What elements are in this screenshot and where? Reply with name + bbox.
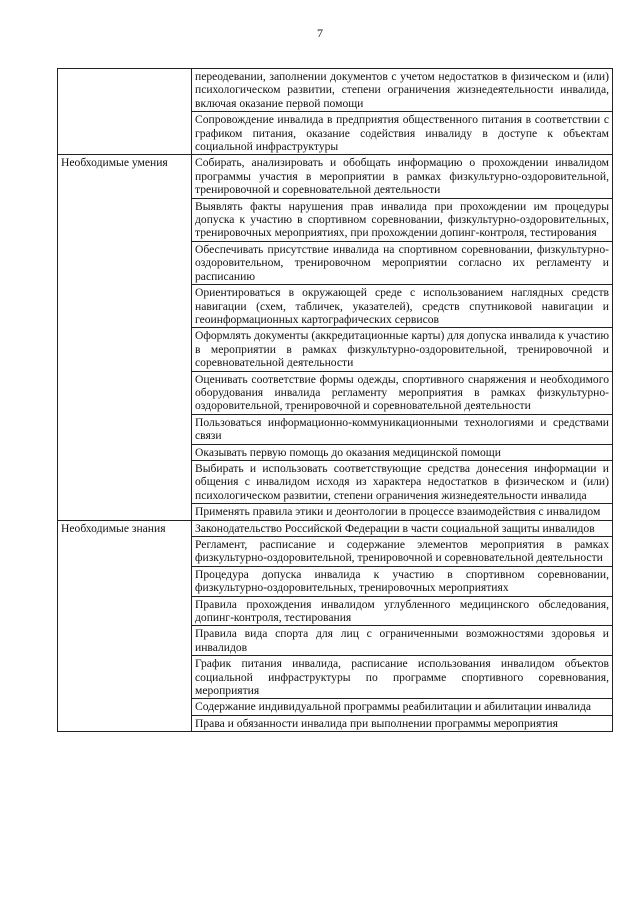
section-item: Выявлять факты нарушения прав инвалида при прохождении им процедуры допуска к участию в спортивном соревновании, физкультурно-оздоровительных, тренировочных мероприятиях, при прохождении допинг-контроля, тестирования <box>192 198 613 241</box>
section-item: Регламент, расписание и содержание элементов мероприятия в рамках физкультурно-оздоровительной, тренировочной и соревновательной деятельности <box>192 537 613 567</box>
competency-table <box>57 68 613 732</box>
section-item: Применять правила этики и деонтологии в процессе взаимодействия с инвалидом <box>192 504 613 520</box>
section-item: Правила прохождения инвалидом углубленного медицинского обследования, допинг-контроля, тестирования <box>192 596 613 626</box>
section-item: переодевании, заполнении документов с учетом недостатков в физическом и (или) психологическом развитии, степени ограничения жизнедеятельности инвалида, включая оказание первой помощи <box>192 69 613 112</box>
section-item: Процедура допуска инвалида к участию в спортивном соревновании, физкультурно-оздоровительных, тренировочных мероприятиях <box>192 566 613 596</box>
section-item: Выбирать и использовать соответствующие средства донесения информации и общения с инвалидом исходя из характера недостатков в физическом и (или) психологическом развитии, степени ограничения жизнедеятельности инвалида <box>192 460 613 503</box>
section-label <box>58 69 192 155</box>
section-item: Сопровождение инвалида в предприятия общественного питания в соответствии с графиком питания, оказание содействия инвалиду в доступе к объектам социальной инфраструктуры <box>192 112 613 155</box>
section-item: Обеспечивать присутствие инвалида на спортивном соревновании, физкультурно-оздоровительном, тренировочном мероприятии согласно их регламенту и расписанию <box>192 241 613 284</box>
section-label: Необходимые знания <box>58 520 192 732</box>
section-item: График питания инвалида, расписание использования инвалидом объектов социальной инфраструктуры по программе спортивного соревнования, мероприятия <box>192 656 613 699</box>
page-number: 7 <box>317 26 323 40</box>
section-label: Необходимые умения <box>58 155 192 520</box>
section-item: Законодательство Российской Федерации в части социальной защиты инвалидов <box>192 520 613 536</box>
table-row <box>58 520 613 536</box>
table-row <box>58 155 613 198</box>
competency-table-body <box>58 69 613 732</box>
table-row <box>58 69 613 112</box>
section-item: Оценивать соответствие формы одежды, спортивного снаряжения и необходимого оборудования инвалида регламенту мероприятия в рамках физкультурно-оздоровительной, тренировочной и соревновательной деятельности <box>192 371 613 414</box>
section-item: Собирать, анализировать и обобщать информацию о прохождении инвалидом программы участия в мероприятии в рамках физкультурно-оздоровительной, тренировочной и соревновательной деятельности <box>192 155 613 198</box>
section-item: Пользоваться информационно-коммуникационными технологиями и средствами связи <box>192 414 613 444</box>
section-item: Содержание индивидуальной программы реабилитации и абилитации инвалида <box>192 699 613 715</box>
section-item: Оформлять документы (аккредитационные карты) для допуска инвалида к участию в мероприятии в рамках физкультурно-оздоровительной, тренировочной и соревновательной деятельности <box>192 328 613 371</box>
section-item: Ориентироваться в окружающей среде с использованием наглядных средств навигации (схем, табличек, указателей), средств спутниковой навигации и геоинформационных картографических сервисов <box>192 285 613 328</box>
section-item: Правила вида спорта для лиц с ограниченными возможностями здоровья и инвалидов <box>192 626 613 656</box>
section-item: Права и обязанности инвалида при выполнении программы мероприятия <box>192 715 613 731</box>
section-item: Оказывать первую помощь до оказания медицинской помощи <box>192 444 613 460</box>
